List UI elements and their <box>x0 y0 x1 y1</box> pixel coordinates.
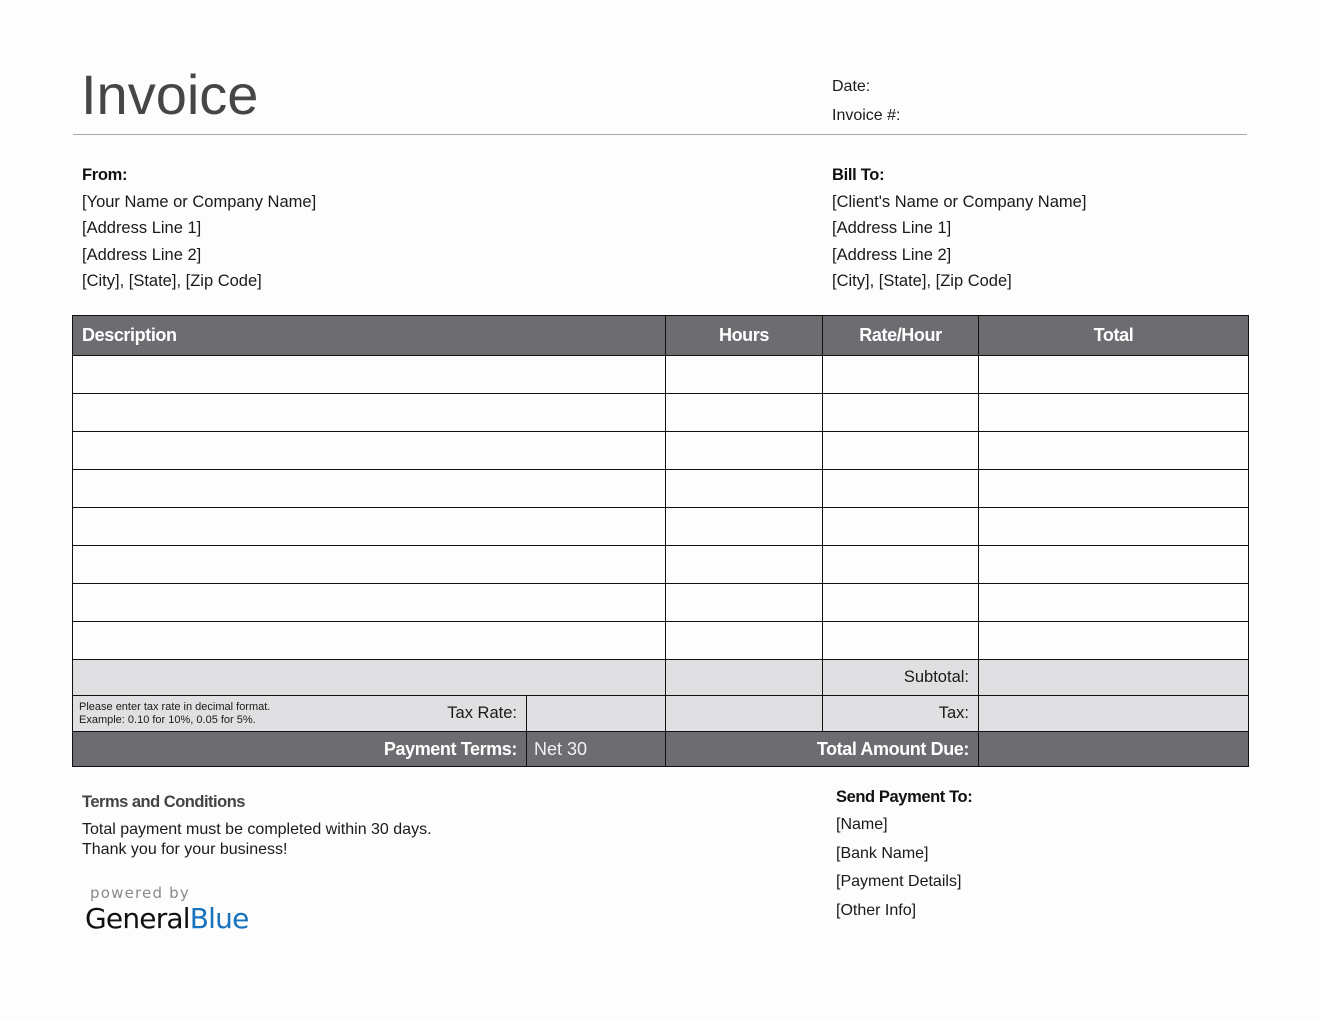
payment-name[interactable]: [Name] <box>836 816 888 833</box>
total-cell[interactable] <box>979 508 1249 546</box>
terms-line-2[interactable]: Thank you for your business! <box>82 841 288 858</box>
hours-cell[interactable] <box>666 622 823 660</box>
table-row <box>73 622 1249 660</box>
description-cell[interactable] <box>73 584 666 622</box>
description-cell[interactable] <box>73 546 666 584</box>
from-heading: From: <box>82 166 128 184</box>
rate-cell[interactable] <box>823 546 979 584</box>
rate-cell[interactable] <box>823 584 979 622</box>
terms-and-conditions <box>82 793 432 860</box>
rate-cell[interactable] <box>823 432 979 470</box>
rate-cell[interactable] <box>823 622 979 660</box>
subtotal-spacer-hours <box>666 660 823 696</box>
from-address-line-2[interactable]: [Address Line 2] <box>82 245 202 264</box>
table-header-row <box>73 316 1249 356</box>
hours-cell[interactable] <box>666 470 823 508</box>
description-cell[interactable] <box>73 470 666 508</box>
bill-to-block <box>832 162 1086 295</box>
tax-note-line-1: Please enter tax rate in decimal format. <box>79 700 271 713</box>
table-row <box>73 546 1249 584</box>
table-row <box>73 470 1249 508</box>
rate-cell[interactable] <box>823 356 979 394</box>
hours-cell[interactable] <box>666 356 823 394</box>
tax-rate-label: Tax Rate: <box>447 704 517 722</box>
subtotal-value[interactable] <box>979 660 1249 696</box>
table-row <box>73 584 1249 622</box>
total-cell[interactable] <box>979 546 1249 584</box>
payment-bank-name[interactable]: [Bank Name] <box>836 844 929 862</box>
total-amount-due-value[interactable] <box>979 732 1249 767</box>
from-address-line-1[interactable]: [Address Line 1] <box>82 219 202 237</box>
payment-terms-label: Payment Terms: <box>73 732 527 767</box>
description-cell[interactable] <box>73 622 666 660</box>
tax-row <box>73 696 1249 732</box>
payment-details[interactable]: [Payment Details] <box>836 873 962 891</box>
powered-by-text: powered by <box>90 884 190 902</box>
hours-cell[interactable] <box>666 394 823 432</box>
description-cell[interactable] <box>73 394 666 432</box>
hours-cell[interactable] <box>666 546 823 584</box>
tax-label: Tax: <box>823 696 979 732</box>
table-row <box>73 394 1249 432</box>
table-row <box>73 432 1249 470</box>
description-cell[interactable] <box>73 508 666 546</box>
column-header-hours: Hours <box>666 316 823 356</box>
tax-value[interactable] <box>979 696 1249 732</box>
invoice-title: Invoice <box>81 63 259 126</box>
description-cell[interactable] <box>73 356 666 394</box>
tax-rate-instructions <box>73 701 270 727</box>
bill-to-address-line-1[interactable]: [Address Line 1] <box>832 219 952 237</box>
from-block <box>82 162 316 295</box>
logo-blue: Blue <box>189 902 249 935</box>
from-city-state-zip[interactable]: [City], [State], [Zip Code] <box>82 272 262 290</box>
column-header-total: Total <box>979 316 1249 356</box>
description-cell[interactable] <box>73 432 666 470</box>
subtotal-label: Subtotal: <box>823 660 979 696</box>
tax-spacer-hours <box>666 696 823 732</box>
line-items-table <box>72 315 1249 767</box>
subtotal-row <box>73 660 1249 696</box>
bill-to-city-state-zip[interactable]: [City], [State], [Zip Code] <box>832 272 1012 290</box>
hours-cell[interactable] <box>666 584 823 622</box>
date-label: Date: <box>832 78 871 95</box>
table-row <box>73 508 1249 546</box>
terms-line-1[interactable]: Total payment must be completed within 30 days. <box>82 821 432 838</box>
subtotal-spacer <box>73 660 666 696</box>
rate-cell[interactable] <box>823 508 979 546</box>
column-header-rate-hour: Rate/Hour <box>823 316 979 356</box>
total-cell[interactable] <box>979 470 1249 508</box>
column-header-description: Description <box>73 316 666 356</box>
tax-note-line-2: Example: 0.10 for 10%, 0.05 for 5%. <box>79 713 256 726</box>
logo-general: General <box>85 902 190 935</box>
rate-cell[interactable] <box>823 394 979 432</box>
hours-cell[interactable] <box>666 508 823 546</box>
total-cell[interactable] <box>979 356 1249 394</box>
payment-terms-value[interactable]: Net 30 <box>527 732 666 767</box>
total-due-row <box>73 732 1249 767</box>
tax-note-cell <box>73 696 527 732</box>
tax-rate-input[interactable] <box>527 696 666 732</box>
generalblue-logo <box>85 902 249 935</box>
invoice-number-label: Invoice #: <box>832 107 901 124</box>
rate-cell[interactable] <box>823 470 979 508</box>
payment-other-info[interactable]: [Other Info] <box>836 902 917 920</box>
send-payment-heading: Send Payment To: <box>836 788 973 806</box>
table-row <box>73 356 1249 394</box>
from-name[interactable]: [Your Name or Company Name] <box>82 192 317 211</box>
total-amount-due-label: Total Amount Due: <box>666 732 979 767</box>
total-cell[interactable] <box>979 432 1249 470</box>
bill-to-heading: Bill To: <box>832 166 885 184</box>
terms-heading: Terms and Conditions <box>82 793 245 811</box>
total-cell[interactable] <box>979 584 1249 622</box>
send-payment-block <box>836 788 972 926</box>
bill-to-name[interactable]: [Client's Name or Company Name] <box>832 192 1087 211</box>
hours-cell[interactable] <box>666 432 823 470</box>
total-cell[interactable] <box>979 394 1249 432</box>
bill-to-address-line-2[interactable]: [Address Line 2] <box>832 245 952 264</box>
total-cell[interactable] <box>979 622 1249 660</box>
header-divider <box>73 134 1247 135</box>
